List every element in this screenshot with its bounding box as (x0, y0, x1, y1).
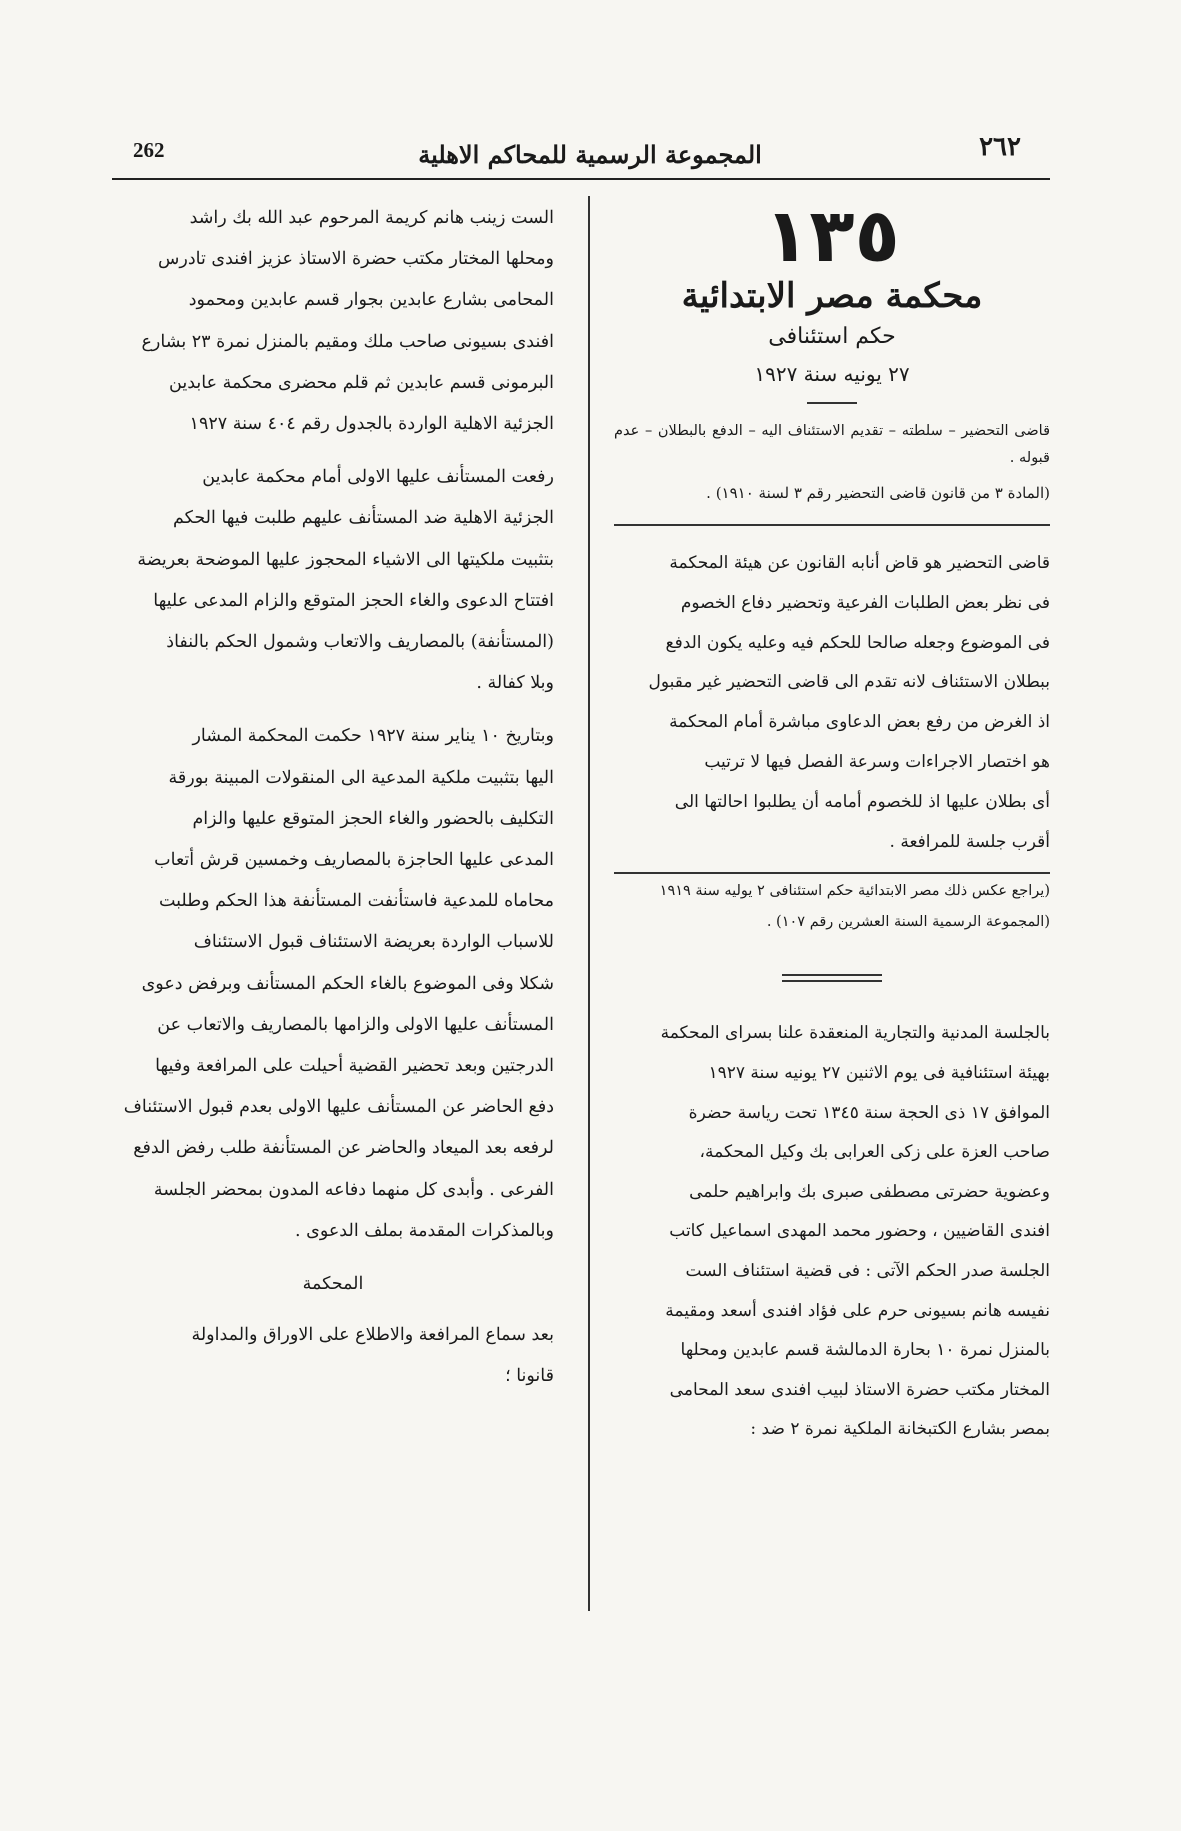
summary-line: ببطلان الاستئناف لانه تقدم الى قاضى التحضير غير مقبول (648, 672, 1050, 693)
session-text (614, 1014, 1050, 1450)
text-line: ومحلها المختار مكتب حضرة الاستاذ عزيز افندى تادرس (158, 249, 554, 270)
text-line: رفعت المستأنف عليها الاولى أمام محكمة عابدين (202, 467, 554, 488)
left-column (112, 198, 554, 1410)
session-line: بالمنزل نمرة ١٠ بحارة الدمالشة قسم عابدين ومحلها (680, 1340, 1050, 1361)
session-line: بهيئة استئنافية فى يوم الاثنين ٢٧ يونيه سنة ١٩٢٧ (708, 1062, 1050, 1083)
paragraph-proceedings (112, 716, 554, 1252)
ruling-summary (614, 544, 1050, 862)
session-line: بمصر بشارع الكتبخانة الملكية نمرة ٢ ضد : (750, 1419, 1050, 1440)
summary-line: فى نظر بعض الطلبات الفرعية وتحضير دفاع الخصوم (680, 592, 1050, 613)
ruling-date: ٢٧ يونيه سنة ١٩٢٧ (754, 362, 910, 386)
text-line: البرمونى قسم عابدين ثم قلم محضرى محكمة عابدين (169, 372, 554, 393)
text-line: المحامى بشارع عابدين بجوار قسم عابدين ومحمود (188, 290, 554, 311)
text-line: دفع الحاضر عن المستأنف عليها الاولى بعدم قبول الاستئناف (123, 1097, 554, 1118)
session-line: الجلسة صدر الحكم الآتى : فى قضية استئناف الست (685, 1260, 1050, 1281)
session-line: صاحب العزة على زكى العرابى بك وكيل المحكمة، (699, 1142, 1050, 1163)
section-rule (614, 524, 1050, 526)
session-line: افندى القاضيين ، وحضور محمد المهدى اسماعيل كاتب (669, 1221, 1050, 1242)
text-line: بعد سماع المرافعة والاطلاع على الاوراق والمداولة (191, 1325, 554, 1346)
text-line: افندى بسيونى صاحب ملك ومقيم بالمنزل نمرة ٢٣ بشارع (141, 331, 554, 352)
text-line: الفرعى . وأبدى كل منهما دفاعه المدون بمحضر الجلسة (153, 1179, 554, 1200)
page-number-latin: 262 (133, 138, 165, 162)
reference-rule (614, 872, 1050, 874)
session-line: بالجلسة المدنية والتجارية المنعقدة علنا بسراى المحكمة (660, 1023, 1050, 1044)
paragraph-deliberation (112, 1315, 554, 1397)
paragraph-claim (112, 457, 554, 704)
text-line: الدرجتين وبعد تحضير القضية أحيلت على المرافعة وفيها (155, 1056, 554, 1077)
header-rule (112, 178, 1050, 180)
text-line: المستأنف عليها الاولى والزامها بالمصاريف والاتعاب عن (157, 1014, 554, 1035)
text-line: الجزئية الاهلية ضد المستأنف عليهم طلبت فيها الحكم (173, 508, 554, 529)
text-line: لرفعه بعد الميعاد والحاضر عن المستأنفة طلب رفض الدفع (133, 1138, 554, 1159)
short-rule (807, 402, 857, 404)
court-name: محكمة مصر الابتدائية (681, 276, 983, 316)
text-line: بتثبيت ملكيتها الى الاشياء المحجوز عليها الموضحة بعريضة (137, 549, 554, 570)
page-number-arabic: ٢٦٢ (979, 132, 1021, 162)
summary-line: اذ الغرض من رفع بعض الدعاوى مباشرة أمام المحكمة (669, 712, 1050, 733)
text-line: وبتاريخ ١٠ يناير سنة ١٩٢٧ حكمت المحكمة المشار (192, 726, 554, 747)
text-line: افتتاح الدعوى والغاء الحجز المتوقع والزام المدعى عليها (153, 590, 554, 611)
text-line: وبالمذكرات المقدمة بملف الدعوى . (295, 1220, 554, 1241)
session-line: وعضوية حضرتى مصطفى صبرى بك وابراهيم حلمى (689, 1181, 1050, 1202)
summary-line: هو اختصار الاجراءات وسرعة الفصل فيها لا ترتيب (704, 751, 1050, 772)
keywords: قاضى التحضير – سلطته – تقديم الاستئناف اليه – الدفع بالبطلان – عدم قبوله . (614, 423, 1050, 466)
text-line: للاسباب الواردة بعريضة الاستئناف قبول الاستئناف (193, 932, 554, 953)
column-divider (588, 196, 590, 1611)
text-line: وبلا كفالة . (476, 673, 554, 694)
text-line: الجزئية الاهلية الواردة بالجدول رقم ٤٠٤ سنة ١٩٢٧ (189, 414, 554, 435)
double-rule (782, 974, 882, 982)
text-line: محاماه للمدعية فاستأنفت المستأنفة هذا الحكم وطلبت (158, 891, 554, 912)
court-heading: المحكمة (302, 1274, 364, 1295)
reference-line: (يراجع عكس ذلك مصر الابتدائية حكم استئنافى ٢ يوليه سنة ١٩١٩ (659, 883, 1050, 900)
running-head: المجموعة الرسمية للمحاكم الاهلية (418, 140, 762, 169)
paragraph-parties (112, 198, 554, 445)
summary-line: أى بطلان عليها اذ للخصوم أمامه أن يطلبوا احالتها الى (674, 791, 1050, 812)
text-line: قانونا ؛ (505, 1366, 554, 1387)
text-line: اليها بتثبيت ملكية المدعية الى المنقولات المبينة بورقة (168, 767, 554, 788)
text-line: الست زينب هانم كريمة المرحوم عبد الله بك راشد (189, 208, 554, 228)
statute-reference: (المادة ٣ من قانون قاضى التحضير رقم ٣ لسنة ١٩١٠) . (706, 484, 1050, 502)
cross-reference (614, 876, 1050, 938)
text-line: (المستأنفة) بالمصاريف والاتعاب وشمول الحكم بالنفاذ (166, 632, 554, 653)
ruling-type: حكم استئنافى (768, 324, 896, 349)
text-line: المدعى عليها الحاجزة بالمصاريف وخمسين قرش أتعاب (154, 850, 554, 871)
case-number: ١٣٥ (764, 193, 900, 279)
text-line: شكلا وفى الموضوع بالغاء الحكم المستأنف وبرفض دعوى (141, 973, 554, 994)
session-line: الموافق ١٧ ذى الحجة سنة ١٣٤٥ تحت رياسة حضرة (688, 1102, 1050, 1123)
reference-line: (المجموعة الرسمية السنة العشرين رقم ١٠٧) . (766, 914, 1050, 931)
summary-line: فى الموضوع وجعله صالحا للحكم فيه وعليه يكون الدفع (665, 632, 1050, 653)
summary-line: أقرب جلسة للمرافعة . (889, 831, 1050, 852)
summary-line: قاضى التحضير هو قاض أنابه القانون عن هيئة المحكمة (669, 553, 1050, 573)
right-column (614, 193, 1050, 1450)
text-line: التكليف بالحضور والغاء الحجز المتوقع عليها والزام (192, 808, 554, 829)
session-line: نفيسه هانم بسيونى حرم على فؤاد افندى أسعد ومقيمة (665, 1300, 1050, 1321)
session-line: المختار مكتب حضرة الاستاذ لبيب افندى سعد المحامى (669, 1379, 1050, 1400)
